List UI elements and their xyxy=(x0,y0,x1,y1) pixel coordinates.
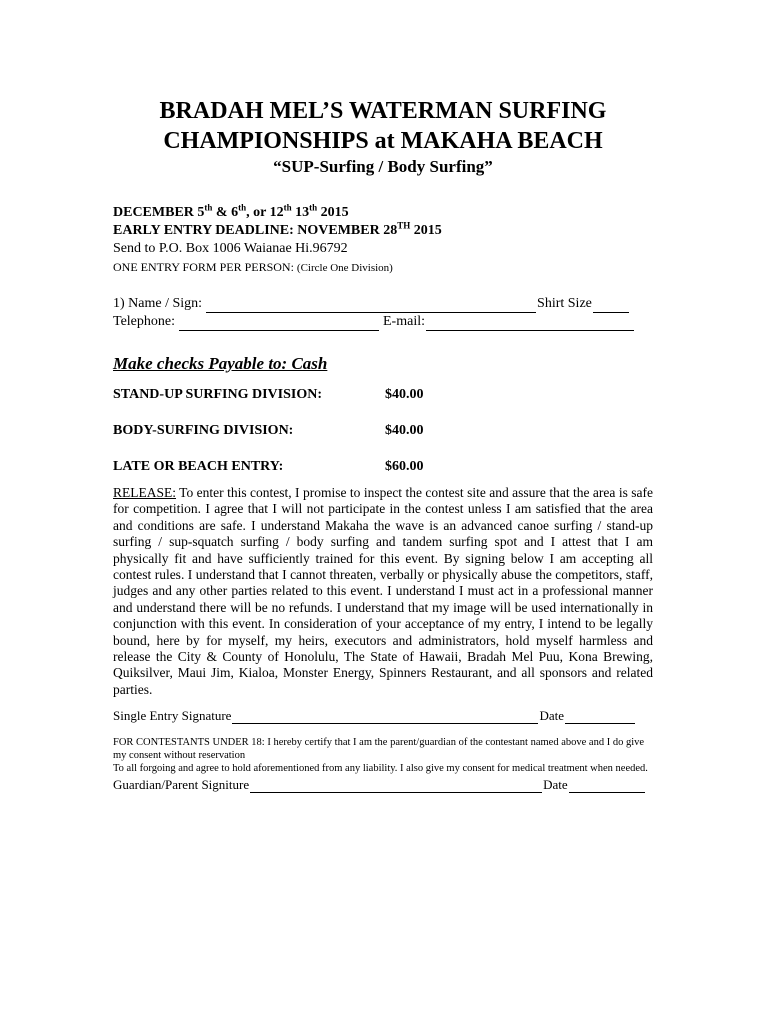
name-label: 1) Name / Sign: xyxy=(113,296,203,311)
entry-deadline: EARLY ENTRY DEADLINE: NOVEMBER 28TH 2015 xyxy=(113,220,442,238)
telephone-label: Telephone: xyxy=(113,314,175,329)
fee-row[interactable] xyxy=(113,459,653,485)
title-line-2: CHAMPIONSHIPS at MAKAHA BEACH xyxy=(163,128,603,154)
title-line-1: BRADAH MEL’S WATERMAN SURFING xyxy=(159,98,607,124)
single-signature-field[interactable] xyxy=(232,711,538,724)
guardian-signature-label: Guardian/Parent Signiture xyxy=(113,777,250,793)
event-dates: DECEMBER 5th & 6th, or 12th 13th 2015 xyxy=(113,202,349,220)
signature-date-label: Date xyxy=(539,708,564,724)
guardian-signature-field[interactable] xyxy=(250,780,542,793)
fee-row[interactable] xyxy=(113,423,653,459)
single-signature-label: Single Entry Signature xyxy=(113,708,232,724)
signature-date-field[interactable] xyxy=(565,711,635,724)
fee-row[interactable] xyxy=(113,387,653,423)
division-price: $60.00 xyxy=(385,459,424,474)
guardian-date-label: Date xyxy=(543,777,568,793)
division-price: $40.00 xyxy=(385,387,424,402)
entry-form xyxy=(113,96,653,793)
shirt-size-field[interactable] xyxy=(593,298,629,313)
division-label: BODY-SURFING DIVISION: xyxy=(113,423,294,438)
one-entry-note: ONE ENTRY FORM PER PERSON: (Circle One Division) xyxy=(113,260,393,274)
division-price: $40.00 xyxy=(385,423,424,438)
minor-consent-line-1: FOR CONTESTANTS UNDER 18: I hereby certify that I am the parent/guardian of the contestant named above and I do give my consent without reservation xyxy=(113,737,645,762)
mailing-address: Send to P.O. Box 1006 Waianae Hi.96792 xyxy=(113,241,348,256)
email-field[interactable] xyxy=(426,316,634,331)
division-label: LATE OR BEACH ENTRY: xyxy=(113,459,284,474)
email-label: E-mail: xyxy=(383,314,425,329)
name-sign-field[interactable] xyxy=(206,298,536,313)
guardian-date-field[interactable] xyxy=(569,780,645,793)
guardian-signature-row xyxy=(113,777,653,793)
division-label: STAND-UP SURFING DIVISION: xyxy=(113,387,322,402)
name-row xyxy=(113,295,653,313)
minor-consent-line-2: To all forgoing and agree to hold aforementioned from any liability. I also give my consent for medical treatment when needed. xyxy=(113,763,648,775)
telephone-field[interactable] xyxy=(179,316,379,331)
shirt-size-label: Shirt Size xyxy=(537,296,592,311)
payment-instructions: Make checks Payable to: Cash xyxy=(113,354,328,373)
subtitle: “SUP-Surfing / Body Surfing” xyxy=(273,157,493,176)
division-fees xyxy=(113,387,653,485)
release-text: To enter this contest, I promise to inspect the contest site and assure that the area is safe for competition. I agree that I will not participate in the contest unless I am satisfied that the area and conditions are safe. I understand Makaha the wave is an advanced canoe surfing / stand-up surfing / sup-squatch surfing / body surfing and tandem surfing spot and I attest that I am physically fit and have sufficiently trained for this event. By signing below I am accepting all contest rules. I understand that I cannot threaten, verbally or physically abuse the competitors, staff, judges and any other parties related to this event. I understand I must act in a professional manner and understand there will be no refunds. I understand that my image will be used internationally in conjunction with this event. In consideration of your acceptance of my entry, I intend to be legally bound, here by for myself, my heirs, executors and administrators, hold myself harmless and release the City & County of Honolulu, The State of Hawaii, Bradah Mel Puu, Kona Brewing, Quiksilver, Maui Jim, Kialoa, Monster Energy, Spinners Restaurant, and all sponsors and related parties. xyxy=(113,485,653,697)
contact-row xyxy=(113,313,653,331)
contact-fields xyxy=(113,295,653,331)
minor-consent xyxy=(113,736,653,775)
release-paragraph xyxy=(113,485,653,698)
release-heading: RELEASE: xyxy=(113,485,176,500)
single-signature-row xyxy=(113,708,653,724)
event-info xyxy=(113,204,653,277)
